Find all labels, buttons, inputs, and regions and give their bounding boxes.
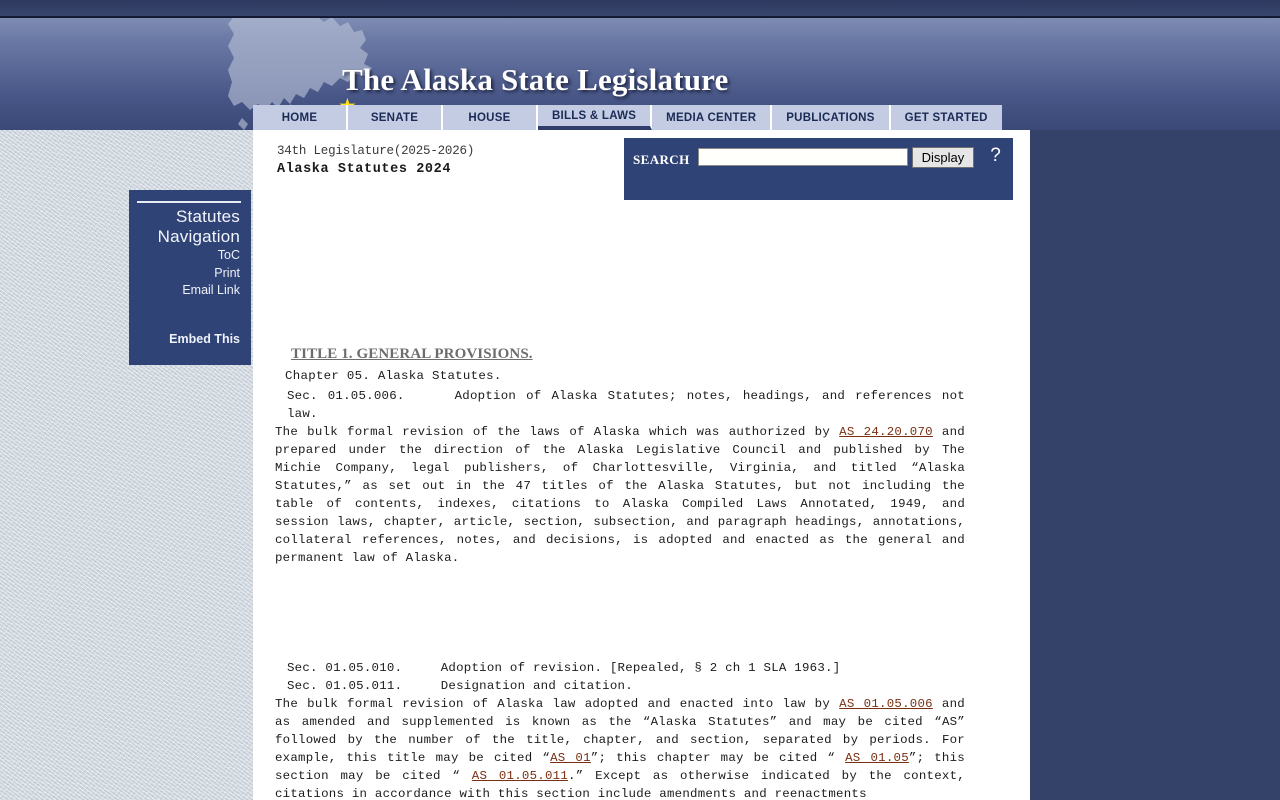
site-title: The Alaska State Legislature (342, 62, 729, 97)
nav-item-publications[interactable] (772, 105, 890, 130)
help-icon[interactable]: ? (990, 145, 1001, 166)
chapter-heading: Chapter 05. Alaska Statutes. (285, 369, 502, 383)
citation-link-as-01[interactable]: AS 01 (550, 751, 591, 765)
search-panel (624, 138, 1013, 200)
nav-label: HOME (281, 111, 318, 124)
page-title: Alaska Statutes 2024 (277, 162, 452, 177)
body-text: and prepared under the direction of the Alaska Legislative Council and published by The Michie Company, legal publishers, of Charlottesville, Virginia, and titled “Alaska Statutes,” as set out in the 47 titles of the Alaska Statutes, but not including the table of contents, indexes, citations to Alaska Compiled Laws Annotated, 1949, and session laws, chapter, article, section, subsection, and paragraph headings, annotations, collateral references, notes, and decisions, is adopted and enacted as the general and permanent law of Alaska. (275, 425, 965, 565)
statutes-body (275, 345, 965, 800)
section-number: Sec. 01.05.011. (287, 679, 403, 693)
section-heading-01-05-011 (287, 677, 965, 695)
document-header (277, 144, 474, 177)
nav-item-home[interactable] (253, 105, 348, 130)
sidebar-item-embed-this[interactable]: Embed This (169, 331, 240, 346)
top-strip (0, 0, 1280, 16)
sidebar-title-line2: Navigation (157, 227, 240, 246)
sidebar-item-email-link[interactable]: Email Link (182, 283, 240, 297)
section-body-01-05-011 (275, 695, 965, 800)
title-heading[interactable]: TITLE 1. GENERAL PROVISIONS. (291, 346, 533, 362)
citation-link-as-01-05[interactable]: AS 01.05 (845, 751, 909, 765)
body-text: .” Except as otherwise indicated by the context, citations in accordance with this section include amendments and reenactments (275, 769, 965, 800)
section-title: Adoption of revision. [Repealed, § 2 ch 1 SLA 1963.] (440, 661, 841, 675)
citation-link-as-01-05-006[interactable]: AS 01.05.006 (839, 697, 933, 711)
nav-item-senate[interactable] (348, 105, 443, 130)
display-button[interactable]: Display (912, 147, 975, 168)
nav-item-media-center[interactable] (652, 105, 772, 130)
section-heading-01-05-010 (287, 659, 965, 677)
nav-item-bills-and-laws[interactable] (538, 105, 652, 130)
sidebar-item-print[interactable]: Print (214, 265, 240, 280)
legislature-label: 34th Legislature(2025-2026) (277, 144, 475, 158)
section-number: Sec. 01.05.006. (287, 389, 405, 403)
nav-label: HOUSE (468, 111, 511, 124)
body-text: The bulk formal revision of the laws of Alaska which was authorized by (275, 425, 840, 439)
body-text: The bulk formal revision of Alaska law adopted and enacted into law by (275, 697, 840, 711)
nav-label: MEDIA CENTER (666, 111, 757, 124)
nav-item-get-started[interactable] (891, 105, 1002, 130)
section-spacer (275, 567, 965, 659)
nav-label: SENATE (370, 111, 419, 124)
nav-label: PUBLICATIONS (786, 111, 875, 124)
citation-link-as-24-20-070[interactable]: AS 24.20.070 (839, 425, 933, 439)
content-panel (253, 130, 1030, 800)
main-navigation (253, 105, 1002, 130)
search-input[interactable] (698, 148, 908, 166)
search-label: SEARCH (633, 152, 690, 167)
sidebar-divider (137, 201, 241, 203)
nav-label: BILLS & LAWS (552, 109, 637, 122)
body-text: and as amended and supplemented is known as the “Alaska Statutes” and may be cited “AS” followed by the number of the title, chapter, and section, separated by periods. For example, this title may be cited “ (275, 697, 965, 765)
section-body-01-05-006 (275, 423, 965, 567)
sidebar-title-line1: Statutes (176, 207, 240, 226)
section-title: Adoption of Alaska Statutes; notes, headings, and references not law. (287, 389, 965, 421)
section-number: Sec. 01.05.010. (287, 661, 403, 675)
section-heading-01-05-006 (287, 387, 965, 423)
sidebar-item-toc[interactable]: ToC (217, 248, 240, 262)
citation-link-as-01-05-011[interactable]: AS 01.05.011 (471, 769, 569, 783)
nav-item-house[interactable] (443, 105, 538, 130)
body-text: ”; this section may be cited “ (275, 751, 965, 783)
section-title: Designation and citation. (440, 679, 633, 693)
body-text: ”; this chapter may be cited “ (590, 751, 846, 765)
statutes-navigation-panel (129, 190, 251, 365)
nav-label: GET STARTED (904, 111, 988, 124)
